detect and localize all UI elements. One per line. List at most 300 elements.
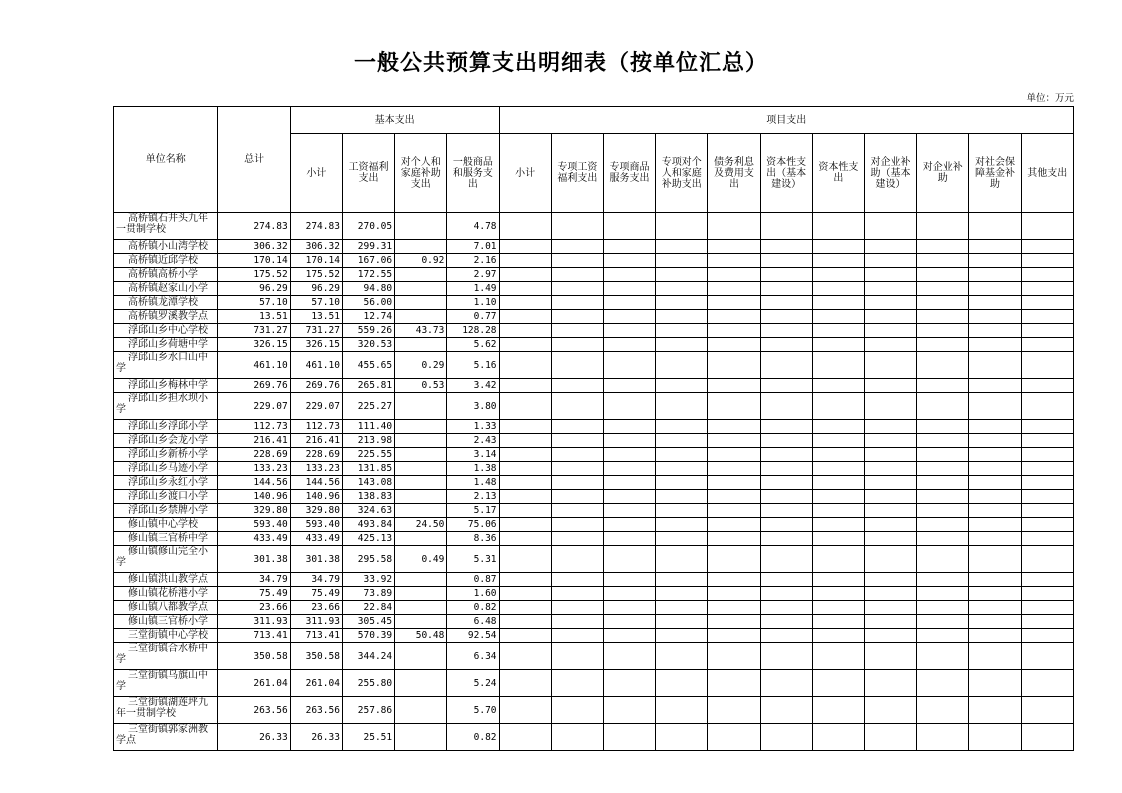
cell-project-empty bbox=[499, 629, 551, 643]
cell-project-empty bbox=[812, 629, 864, 643]
header-project-col: 资本性支出 bbox=[812, 134, 864, 213]
cell-project-empty bbox=[812, 462, 864, 476]
cell-project-empty bbox=[812, 643, 864, 670]
cell-goods-services: 6.34 bbox=[447, 643, 499, 670]
cell-project-empty bbox=[1021, 629, 1073, 643]
cell-basic-subtotal: 144.56 bbox=[290, 476, 342, 490]
cell-project-empty bbox=[969, 670, 1021, 697]
cell-project-empty bbox=[760, 643, 812, 670]
cell-project-empty bbox=[864, 268, 916, 282]
cell-goods-services: 5.24 bbox=[447, 670, 499, 697]
cell-project-empty bbox=[603, 573, 655, 587]
cell-project-empty bbox=[499, 724, 551, 751]
cell-project-empty bbox=[603, 282, 655, 296]
cell-basic-subtotal: 329.80 bbox=[290, 504, 342, 518]
table-row bbox=[114, 643, 1074, 670]
cell-project-empty bbox=[656, 587, 708, 601]
cell-project-empty bbox=[1021, 532, 1073, 546]
cell-project-empty bbox=[812, 338, 864, 352]
cell-unit-name: 高桥镇龙潭学校 bbox=[114, 296, 218, 310]
cell-project-empty bbox=[551, 629, 603, 643]
cell-individual-subsidy bbox=[395, 615, 447, 629]
cell-unit-name: 修山镇三官桥中学 bbox=[114, 532, 218, 546]
cell-project-empty bbox=[656, 310, 708, 324]
cell-project-empty bbox=[656, 296, 708, 310]
cell-project-empty bbox=[760, 448, 812, 462]
cell-total: 311.93 bbox=[218, 615, 290, 629]
cell-project-empty bbox=[499, 504, 551, 518]
cell-total: 433.49 bbox=[218, 532, 290, 546]
cell-project-empty bbox=[760, 310, 812, 324]
cell-project-empty bbox=[499, 546, 551, 573]
cell-project-empty bbox=[812, 697, 864, 724]
header-project-col: 对企业补助（基本建设） bbox=[864, 134, 916, 213]
cell-project-empty bbox=[760, 504, 812, 518]
cell-project-empty bbox=[812, 546, 864, 573]
cell-project-empty bbox=[812, 393, 864, 420]
cell-wage: 213.98 bbox=[342, 434, 394, 448]
cell-wage: 344.24 bbox=[342, 643, 394, 670]
cell-project-empty bbox=[603, 393, 655, 420]
cell-project-empty bbox=[656, 352, 708, 379]
cell-project-empty bbox=[656, 434, 708, 448]
cell-project-empty bbox=[812, 296, 864, 310]
cell-project-empty bbox=[551, 338, 603, 352]
cell-project-empty bbox=[499, 324, 551, 338]
cell-project-empty bbox=[969, 420, 1021, 434]
cell-project-empty bbox=[760, 240, 812, 254]
cell-total: 133.23 bbox=[218, 462, 290, 476]
cell-project-empty bbox=[760, 420, 812, 434]
cell-basic-subtotal: 140.96 bbox=[290, 490, 342, 504]
table-row bbox=[114, 268, 1074, 282]
cell-project-empty bbox=[864, 518, 916, 532]
table-row bbox=[114, 724, 1074, 751]
table-row bbox=[114, 546, 1074, 573]
cell-individual-subsidy: 43.73 bbox=[395, 324, 447, 338]
cell-wage: 493.84 bbox=[342, 518, 394, 532]
cell-total: 175.52 bbox=[218, 268, 290, 282]
cell-basic-subtotal: 461.10 bbox=[290, 352, 342, 379]
cell-project-empty bbox=[656, 697, 708, 724]
cell-goods-services: 0.77 bbox=[447, 310, 499, 324]
cell-project-empty bbox=[551, 504, 603, 518]
cell-individual-subsidy: 0.53 bbox=[395, 379, 447, 393]
cell-individual-subsidy bbox=[395, 601, 447, 615]
cell-project-empty bbox=[1021, 670, 1073, 697]
cell-project-empty bbox=[1021, 310, 1073, 324]
cell-unit-name: 修山镇八都教学点 bbox=[114, 601, 218, 615]
cell-goods-services: 128.28 bbox=[447, 324, 499, 338]
cell-project-empty bbox=[708, 462, 760, 476]
table-row bbox=[114, 448, 1074, 462]
cell-basic-subtotal: 269.76 bbox=[290, 379, 342, 393]
cell-basic-subtotal: 713.41 bbox=[290, 629, 342, 643]
cell-wage: 265.81 bbox=[342, 379, 394, 393]
cell-basic-subtotal: 301.38 bbox=[290, 546, 342, 573]
cell-total: 301.38 bbox=[218, 546, 290, 573]
cell-project-empty bbox=[1021, 697, 1073, 724]
cell-project-empty bbox=[603, 629, 655, 643]
cell-project-empty bbox=[499, 532, 551, 546]
cell-unit-name: 浮邱山乡禁牌小学 bbox=[114, 504, 218, 518]
cell-project-empty bbox=[864, 254, 916, 268]
cell-project-empty bbox=[864, 434, 916, 448]
cell-goods-services: 5.62 bbox=[447, 338, 499, 352]
cell-project-empty bbox=[708, 697, 760, 724]
cell-individual-subsidy bbox=[395, 420, 447, 434]
header-total: 总计 bbox=[218, 107, 290, 213]
cell-project-empty bbox=[656, 282, 708, 296]
cell-project-empty bbox=[812, 490, 864, 504]
cell-total: 170.14 bbox=[218, 254, 290, 268]
cell-wage: 295.58 bbox=[342, 546, 394, 573]
cell-wage: 131.85 bbox=[342, 462, 394, 476]
cell-goods-services: 4.78 bbox=[447, 213, 499, 240]
cell-individual-subsidy: 50.48 bbox=[395, 629, 447, 643]
cell-project-empty bbox=[656, 546, 708, 573]
cell-project-empty bbox=[917, 476, 969, 490]
cell-individual-subsidy bbox=[395, 434, 447, 448]
cell-project-empty bbox=[864, 615, 916, 629]
cell-basic-subtotal: 326.15 bbox=[290, 338, 342, 352]
cell-project-empty bbox=[656, 504, 708, 518]
cell-project-empty bbox=[864, 338, 916, 352]
cell-project-empty bbox=[864, 420, 916, 434]
cell-project-empty bbox=[864, 393, 916, 420]
cell-project-empty bbox=[917, 240, 969, 254]
cell-project-empty bbox=[603, 615, 655, 629]
cell-project-empty bbox=[864, 670, 916, 697]
cell-project-empty bbox=[760, 629, 812, 643]
cell-unit-name: 三堂街镇中心学校 bbox=[114, 629, 218, 643]
cell-project-empty bbox=[551, 724, 603, 751]
cell-project-empty bbox=[812, 504, 864, 518]
cell-project-empty bbox=[917, 324, 969, 338]
cell-total: 263.56 bbox=[218, 697, 290, 724]
table-row bbox=[114, 518, 1074, 532]
cell-project-empty bbox=[917, 268, 969, 282]
cell-individual-subsidy bbox=[395, 587, 447, 601]
cell-project-empty bbox=[969, 338, 1021, 352]
cell-project-empty bbox=[551, 462, 603, 476]
cell-unit-name: 浮邱山乡梅林中学 bbox=[114, 379, 218, 393]
table-row bbox=[114, 462, 1074, 476]
cell-individual-subsidy bbox=[395, 476, 447, 490]
cell-wage: 305.45 bbox=[342, 615, 394, 629]
cell-project-empty bbox=[812, 587, 864, 601]
cell-project-empty bbox=[551, 310, 603, 324]
cell-wage: 570.39 bbox=[342, 629, 394, 643]
cell-project-empty bbox=[760, 615, 812, 629]
cell-project-empty bbox=[760, 379, 812, 393]
cell-basic-subtotal: 23.66 bbox=[290, 601, 342, 615]
cell-wage: 143.08 bbox=[342, 476, 394, 490]
cell-unit-name: 三堂街镇郭家洲教学点 bbox=[114, 724, 218, 751]
cell-project-empty bbox=[656, 240, 708, 254]
cell-project-empty bbox=[708, 420, 760, 434]
cell-goods-services: 5.16 bbox=[447, 352, 499, 379]
cell-project-empty bbox=[812, 379, 864, 393]
header-project-col: 对社会保障基金补助 bbox=[969, 134, 1021, 213]
cell-basic-subtotal: 306.32 bbox=[290, 240, 342, 254]
cell-project-empty bbox=[499, 615, 551, 629]
table-row bbox=[114, 254, 1074, 268]
cell-total: 461.10 bbox=[218, 352, 290, 379]
cell-project-empty bbox=[708, 310, 760, 324]
cell-project-empty bbox=[656, 420, 708, 434]
cell-project-empty bbox=[656, 476, 708, 490]
header-project-col: 对企业补助 bbox=[917, 134, 969, 213]
cell-project-empty bbox=[656, 643, 708, 670]
cell-project-empty bbox=[551, 615, 603, 629]
cell-total: 34.79 bbox=[218, 573, 290, 587]
cell-project-empty bbox=[1021, 724, 1073, 751]
cell-unit-name: 修山镇中心学校 bbox=[114, 518, 218, 532]
cell-project-empty bbox=[1021, 254, 1073, 268]
cell-wage: 425.13 bbox=[342, 532, 394, 546]
cell-total: 713.41 bbox=[218, 629, 290, 643]
cell-project-empty bbox=[969, 601, 1021, 615]
header-basic-col: 对个人和家庭补助支出 bbox=[395, 134, 447, 213]
cell-project-empty bbox=[708, 546, 760, 573]
header-project: 项目支出 bbox=[499, 107, 1073, 134]
cell-project-empty bbox=[864, 601, 916, 615]
header-project-col: 其他支出 bbox=[1021, 134, 1073, 213]
cell-project-empty bbox=[760, 518, 812, 532]
cell-project-empty bbox=[499, 434, 551, 448]
cell-project-empty bbox=[1021, 601, 1073, 615]
cell-basic-subtotal: 133.23 bbox=[290, 462, 342, 476]
cell-goods-services: 3.80 bbox=[447, 393, 499, 420]
cell-total: 112.73 bbox=[218, 420, 290, 434]
cell-project-empty bbox=[864, 310, 916, 324]
cell-project-empty bbox=[551, 476, 603, 490]
cell-basic-subtotal: 34.79 bbox=[290, 573, 342, 587]
cell-project-empty bbox=[969, 476, 1021, 490]
cell-project-empty bbox=[812, 476, 864, 490]
table-row bbox=[114, 310, 1074, 324]
cell-basic-subtotal: 216.41 bbox=[290, 434, 342, 448]
cell-project-empty bbox=[1021, 490, 1073, 504]
cell-total: 140.96 bbox=[218, 490, 290, 504]
cell-unit-name: 修山镇修山完全小学 bbox=[114, 546, 218, 573]
cell-goods-services: 1.48 bbox=[447, 476, 499, 490]
cell-project-empty bbox=[603, 504, 655, 518]
cell-project-empty bbox=[603, 352, 655, 379]
cell-project-empty bbox=[969, 587, 1021, 601]
table-row bbox=[114, 601, 1074, 615]
cell-project-empty bbox=[917, 352, 969, 379]
cell-project-empty bbox=[917, 573, 969, 587]
cell-goods-services: 3.42 bbox=[447, 379, 499, 393]
cell-unit-name: 浮邱山乡渡口小学 bbox=[114, 490, 218, 504]
cell-project-empty bbox=[917, 338, 969, 352]
cell-unit-name: 浮邱山乡会龙小学 bbox=[114, 434, 218, 448]
cell-basic-subtotal: 350.58 bbox=[290, 643, 342, 670]
cell-project-empty bbox=[760, 462, 812, 476]
cell-project-empty bbox=[1021, 213, 1073, 240]
cell-project-empty bbox=[1021, 573, 1073, 587]
cell-project-empty bbox=[864, 352, 916, 379]
cell-project-empty bbox=[917, 697, 969, 724]
cell-project-empty bbox=[551, 587, 603, 601]
cell-project-empty bbox=[656, 254, 708, 268]
cell-project-empty bbox=[812, 352, 864, 379]
cell-project-empty bbox=[603, 587, 655, 601]
cell-project-empty bbox=[812, 518, 864, 532]
cell-total: 269.76 bbox=[218, 379, 290, 393]
cell-project-empty bbox=[551, 448, 603, 462]
cell-project-empty bbox=[499, 240, 551, 254]
cell-project-empty bbox=[708, 434, 760, 448]
cell-unit-name: 浮邱山乡新桥小学 bbox=[114, 448, 218, 462]
cell-project-empty bbox=[499, 352, 551, 379]
cell-project-empty bbox=[917, 532, 969, 546]
cell-project-empty bbox=[864, 476, 916, 490]
cell-project-empty bbox=[708, 490, 760, 504]
cell-project-empty bbox=[864, 643, 916, 670]
cell-project-empty bbox=[656, 573, 708, 587]
cell-unit-name: 高桥镇石井头九年一贯制学校 bbox=[114, 213, 218, 240]
cell-project-empty bbox=[499, 601, 551, 615]
cell-goods-services: 2.13 bbox=[447, 490, 499, 504]
cell-unit-name: 浮邱山乡马迹小学 bbox=[114, 462, 218, 476]
cell-project-empty bbox=[969, 615, 1021, 629]
cell-project-empty bbox=[656, 518, 708, 532]
cell-project-empty bbox=[656, 490, 708, 504]
page-title: 一般公共预算支出明细表（按单位汇总） bbox=[353, 50, 768, 76]
cell-project-empty bbox=[864, 296, 916, 310]
table-row bbox=[114, 504, 1074, 518]
cell-total: 593.40 bbox=[218, 518, 290, 532]
cell-individual-subsidy: 24.50 bbox=[395, 518, 447, 532]
cell-goods-services: 2.43 bbox=[447, 434, 499, 448]
cell-project-empty bbox=[551, 490, 603, 504]
cell-project-empty bbox=[1021, 379, 1073, 393]
cell-project-empty bbox=[499, 587, 551, 601]
cell-project-empty bbox=[656, 338, 708, 352]
cell-project-empty bbox=[969, 282, 1021, 296]
cell-project-empty bbox=[708, 338, 760, 352]
cell-project-empty bbox=[551, 268, 603, 282]
cell-project-empty bbox=[969, 324, 1021, 338]
cell-project-empty bbox=[917, 434, 969, 448]
cell-project-empty bbox=[708, 573, 760, 587]
cell-project-empty bbox=[499, 379, 551, 393]
cell-project-empty bbox=[917, 629, 969, 643]
cell-project-empty bbox=[760, 724, 812, 751]
cell-project-empty bbox=[1021, 420, 1073, 434]
table-row bbox=[114, 379, 1074, 393]
header-project-col: 资本性支出（基本建设） bbox=[760, 134, 812, 213]
cell-project-empty bbox=[551, 420, 603, 434]
cell-basic-subtotal: 75.49 bbox=[290, 587, 342, 601]
cell-project-empty bbox=[917, 420, 969, 434]
table-row bbox=[114, 615, 1074, 629]
cell-project-empty bbox=[551, 254, 603, 268]
cell-wage: 73.89 bbox=[342, 587, 394, 601]
cell-project-empty bbox=[760, 434, 812, 448]
cell-individual-subsidy bbox=[395, 724, 447, 751]
table-row bbox=[114, 476, 1074, 490]
table-row bbox=[114, 393, 1074, 420]
cell-basic-subtotal: 96.29 bbox=[290, 282, 342, 296]
cell-project-empty bbox=[969, 629, 1021, 643]
cell-project-empty bbox=[708, 724, 760, 751]
cell-project-empty bbox=[603, 724, 655, 751]
cell-project-empty bbox=[708, 476, 760, 490]
cell-basic-subtotal: 112.73 bbox=[290, 420, 342, 434]
cell-project-empty bbox=[1021, 338, 1073, 352]
cell-project-empty bbox=[499, 697, 551, 724]
cell-individual-subsidy bbox=[395, 213, 447, 240]
cell-project-empty bbox=[603, 532, 655, 546]
cell-individual-subsidy bbox=[395, 573, 447, 587]
header-project-col: 债务利息及费用支出 bbox=[708, 134, 760, 213]
cell-project-empty bbox=[551, 296, 603, 310]
table-row bbox=[114, 490, 1074, 504]
cell-project-empty bbox=[499, 296, 551, 310]
cell-unit-name: 浮邱山乡水口山中学 bbox=[114, 352, 218, 379]
cell-wage: 225.27 bbox=[342, 393, 394, 420]
cell-project-empty bbox=[969, 532, 1021, 546]
cell-project-empty bbox=[969, 379, 1021, 393]
cell-project-empty bbox=[969, 254, 1021, 268]
cell-wage: 324.63 bbox=[342, 504, 394, 518]
cell-project-empty bbox=[603, 420, 655, 434]
cell-project-empty bbox=[969, 448, 1021, 462]
cell-project-empty bbox=[656, 724, 708, 751]
cell-unit-name: 高桥镇高桥小学 bbox=[114, 268, 218, 282]
cell-project-empty bbox=[708, 670, 760, 697]
cell-project-empty bbox=[812, 670, 864, 697]
cell-basic-subtotal: 229.07 bbox=[290, 393, 342, 420]
cell-project-empty bbox=[917, 601, 969, 615]
cell-project-empty bbox=[1021, 518, 1073, 532]
cell-project-empty bbox=[969, 518, 1021, 532]
cell-project-empty bbox=[708, 532, 760, 546]
cell-project-empty bbox=[917, 643, 969, 670]
cell-project-empty bbox=[917, 310, 969, 324]
cell-total: 329.80 bbox=[218, 504, 290, 518]
cell-project-empty bbox=[656, 324, 708, 338]
cell-project-empty bbox=[603, 379, 655, 393]
cell-project-empty bbox=[1021, 352, 1073, 379]
cell-project-empty bbox=[760, 670, 812, 697]
cell-project-empty bbox=[917, 518, 969, 532]
cell-project-empty bbox=[760, 587, 812, 601]
cell-project-empty bbox=[603, 601, 655, 615]
cell-goods-services: 2.97 bbox=[447, 268, 499, 282]
cell-project-empty bbox=[603, 310, 655, 324]
cell-project-empty bbox=[760, 254, 812, 268]
cell-unit-name: 三堂街镇湖莲坪九年一贯制学校 bbox=[114, 697, 218, 724]
cell-basic-subtotal: 228.69 bbox=[290, 448, 342, 462]
cell-goods-services: 3.14 bbox=[447, 448, 499, 462]
cell-project-empty bbox=[864, 213, 916, 240]
cell-unit-name: 高桥镇赵家山小学 bbox=[114, 282, 218, 296]
cell-project-empty bbox=[551, 324, 603, 338]
cell-total: 731.27 bbox=[218, 324, 290, 338]
cell-individual-subsidy bbox=[395, 490, 447, 504]
cell-basic-subtotal: 731.27 bbox=[290, 324, 342, 338]
cell-unit-name: 浮邱山乡荷塘中学 bbox=[114, 338, 218, 352]
cell-individual-subsidy bbox=[395, 310, 447, 324]
cell-individual-subsidy bbox=[395, 670, 447, 697]
cell-project-empty bbox=[603, 697, 655, 724]
cell-unit-name: 浮邱山乡永红小学 bbox=[114, 476, 218, 490]
